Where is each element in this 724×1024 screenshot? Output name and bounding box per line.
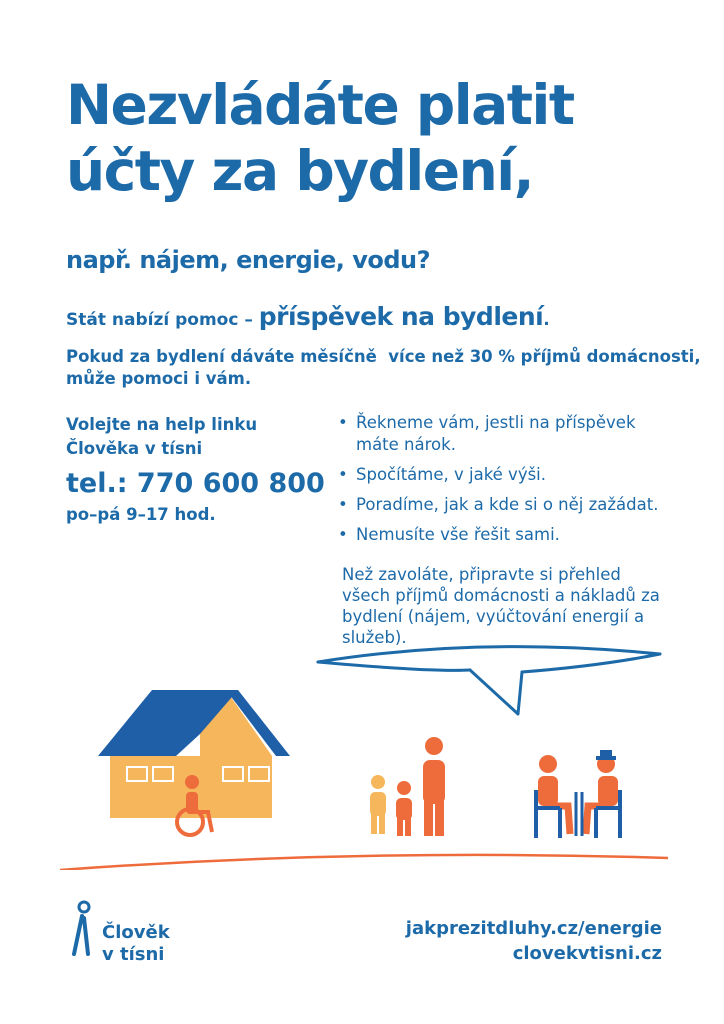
list-item: • Poradíme, jak a kde si o něj zažádat.	[338, 494, 678, 516]
helpline-line-2: Člověka v tísni	[66, 439, 203, 458]
offer-suffix: .	[543, 310, 550, 330]
phone-number[interactable]: tel.: 770 600 800	[66, 468, 325, 499]
condition-text	[66, 346, 701, 390]
condition-line-2: může pomoci i vám.	[66, 369, 252, 388]
speech-bubble-icon	[318, 647, 660, 714]
ground-line	[60, 855, 668, 870]
list-item: • Nemusíte vše řešit sami.	[338, 524, 678, 546]
offer-line	[66, 302, 550, 331]
family-icon	[370, 775, 386, 834]
link-energie[interactable]: jakprezitdluhy.cz/energie	[405, 918, 662, 939]
headline-line-1: Nezvládáte platit	[66, 73, 574, 137]
opening-hours: po–pá 9–17 hod.	[66, 505, 216, 524]
child-icon	[396, 781, 412, 836]
headline-line-2: účty za bydlení,	[66, 139, 533, 203]
condition-line-1: Pokud za bydlení dáváte měsíčně více než 30 % příjmů domácnosti,	[66, 347, 701, 366]
benefit-list	[338, 412, 678, 554]
headline	[66, 72, 574, 204]
preparation-note: Než zavoláte, připravte si přehled všech příjmů domácnosti a nákladů za bydlení (nájem, vyúčtování energií a služeb).	[342, 565, 660, 647]
list-item: • Řekneme vám, jestli na příspěvek máte nárok.	[338, 412, 678, 456]
link-clovekvtisni[interactable]: clovekvtisni.cz	[512, 943, 662, 964]
logo-line-1: Člověk	[102, 922, 170, 943]
helpline-intro	[66, 413, 257, 461]
subheadline: např. nájem, energie, vodu?	[66, 246, 431, 274]
seniors-icon	[536, 750, 620, 838]
offer-highlight: příspěvek na bydlení	[258, 302, 544, 331]
website-links	[406, 916, 662, 966]
person-logo-icon	[66, 898, 96, 958]
illustration	[0, 630, 724, 870]
offer-prefix: Stát nabízí pomoc –	[66, 310, 253, 330]
logo-line-2: v tísni	[102, 944, 165, 965]
list-item: • Spočítáme, v jaké výši.	[338, 464, 678, 486]
helpline-line-1: Volejte na help linku	[66, 415, 258, 434]
organization-logo	[102, 922, 170, 966]
adult-icon	[423, 737, 445, 836]
